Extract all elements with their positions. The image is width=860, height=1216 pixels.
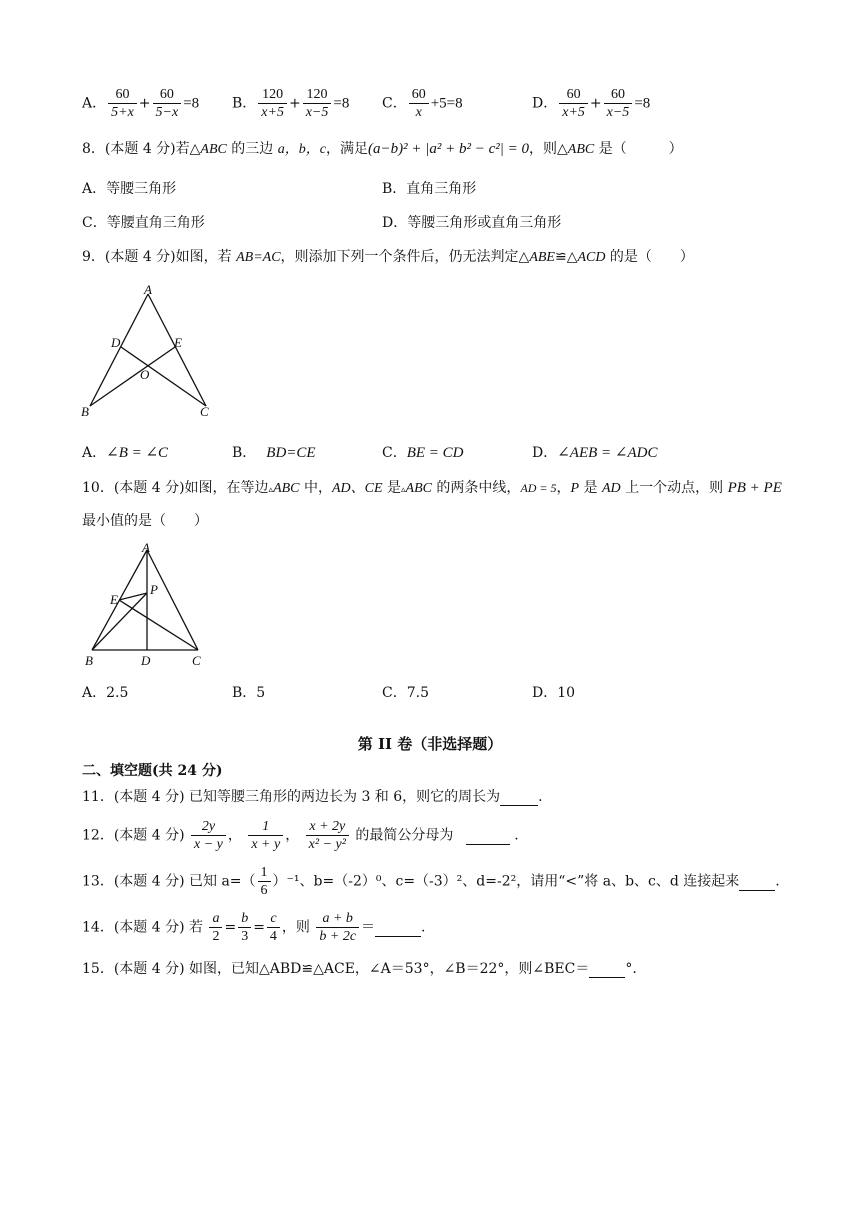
q8-option-c: C．等腰直角三角形 xyxy=(82,215,205,231)
q9-label-d: D xyxy=(111,335,121,350)
q10-figure xyxy=(80,538,210,670)
q10-label-d: D xyxy=(141,653,151,668)
q9-label-a: A xyxy=(144,282,152,297)
q10-question: 10．(本题 4 分)如图，在等边▵ABC 中，AD、CE 是▵ABC 的两条中线，AD = 5，P 是 AD 上一个动点，则 PB + PE xyxy=(82,480,782,496)
q10-option-d: D．10 xyxy=(532,685,576,701)
q12-question: 12．(本题 4 分) $\frac{2y}{x - y}$ ， $\frac{1}{x + y}$ ， $\frac{x + 2y}{\text{x² − y²}}$ 的最简公分母为 . xyxy=(82,819,519,852)
q7-option-d: D． $\frac{60}{x+5}$ + $\frac{60}{x-5}$ =8 xyxy=(532,87,651,120)
q7-option-b: B． $\frac{120}{x+5}$ + $\frac{120}{x-5}$ =8 xyxy=(232,87,350,120)
q9-label-b: B xyxy=(81,404,89,419)
q13-answer-blank[interactable] xyxy=(739,874,775,891)
q8-option-a: A．等腰三角形 xyxy=(82,181,177,197)
q8-formula: (a−b)² + |a² + b² − c²| = 0 xyxy=(367,141,529,157)
q10-question-line2: 最小值的是（ ） xyxy=(82,513,208,529)
part2-title: 第 II 卷（非选择题） xyxy=(357,735,503,753)
q8-option-b: B．直角三角形 xyxy=(382,181,477,197)
q9-option-a: A．∠B = ∠C xyxy=(82,445,169,461)
section-fill-blank: 二、填空题(共 24 分) xyxy=(82,763,223,779)
q15-answer-blank[interactable] xyxy=(589,961,625,978)
q8-option-d: D．等腰三角形或直角三角形 xyxy=(382,215,562,231)
q7-option-c: C． $\frac{60}{x}$ +5=8 xyxy=(382,87,463,120)
q10-label-c: C xyxy=(192,653,201,668)
q9-question: 9．(本题 4 分)如图，若 AB=AC，则添加下列一个条件后，仍无法判定△ABE≌△ACD 的是（ ） xyxy=(82,249,694,265)
q9-label-e: E xyxy=(174,335,182,350)
q9-option-d: D．∠AEB = ∠ADC xyxy=(532,445,658,461)
q8-question: 8．(本题 4 分)若△ABC 的三边 a，b，c，满足(a−b)² + |a² + b² − c²| = 0，则△ABC 是（ ） xyxy=(82,141,683,157)
q10-option-a: A．2.5 xyxy=(82,685,129,701)
q11-answer-blank[interactable] xyxy=(500,789,538,806)
q10-label-a: A xyxy=(142,540,150,555)
q9-option-c: C．BE = CD xyxy=(382,445,464,461)
q10-label-p: P xyxy=(150,582,158,597)
q13-question: 13．(本题 4 分) 已知 a=（ $\frac{1}{6}$ ）⁻¹、b=（-2）⁰、c=（-3）²、d=-2²，请用“<”将 a、b、c、d 连接起来 . xyxy=(82,865,780,898)
q10-label-e: E xyxy=(110,592,118,607)
q9-label-o: O xyxy=(140,367,150,382)
q14-answer-blank[interactable] xyxy=(375,920,421,937)
q10-label-b: B xyxy=(85,653,93,668)
q14-question: 14．(本题 4 分) 若 $\frac{a}{2}$ = $\frac{b}{3}$ = $\frac{c}{4}$ ，则 $\frac{a + b}{b + 2c}$ ＝ . xyxy=(82,911,426,944)
q15-question: 15．(本题 4 分) 如图，已知△ABD≌△ACE，∠A＝53°，∠B＝22°，则∠BEC＝ °. xyxy=(82,961,637,977)
q7-option-a: A． $\frac{60}{5+x}$ + $\frac{60}{5-x}$ =8 xyxy=(82,87,200,120)
q10-option-c: C．7.5 xyxy=(382,685,429,701)
q11-question: 11．(本题 4 分) 已知等腰三角形的两边长为 3 和 6，则它的周长为 . xyxy=(82,789,543,805)
q12-answer-blank[interactable] xyxy=(466,828,510,845)
q9-label-c: C xyxy=(200,404,209,419)
q9-figure xyxy=(78,282,218,422)
q10-option-b: B．5 xyxy=(232,685,266,701)
q9-option-b: B． BD=CE xyxy=(232,445,316,461)
